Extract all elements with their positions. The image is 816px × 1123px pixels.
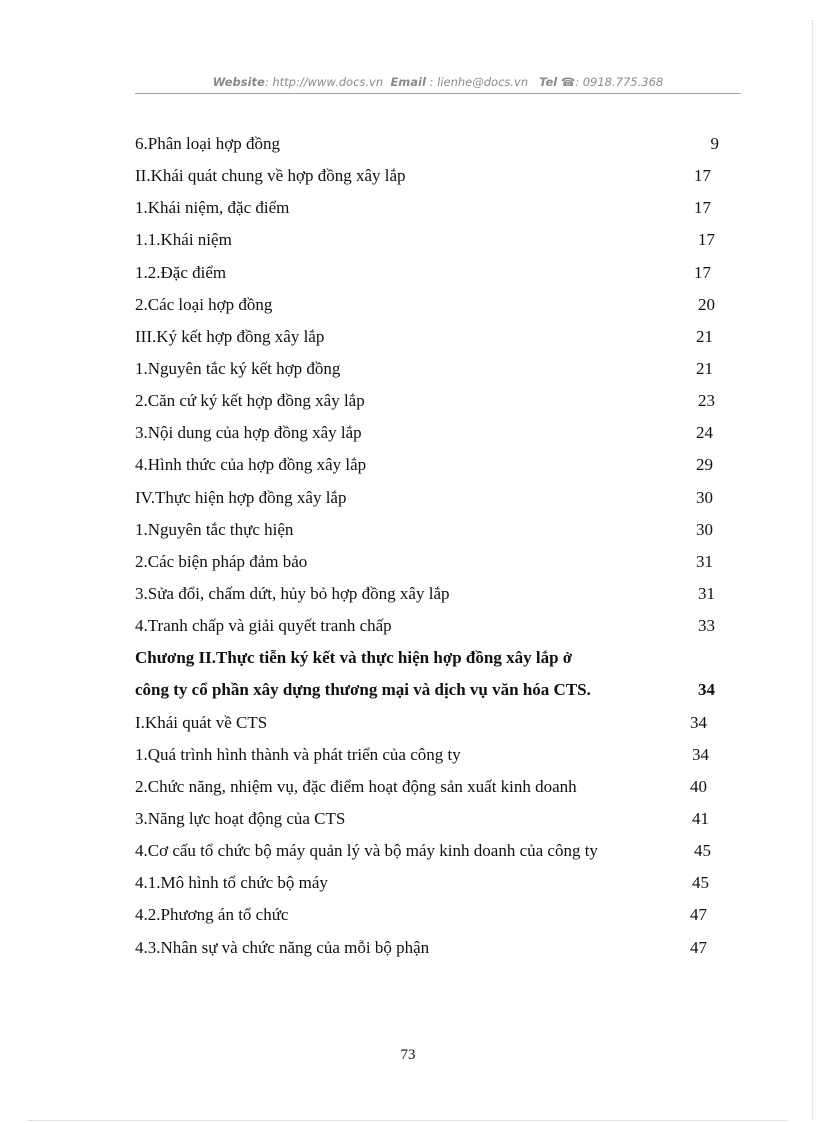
toc-entry: [135, 901, 735, 933]
toc-entry: [135, 516, 735, 548]
toc-entry-title: 1.Quá trình hình thành và phát triển của công ty: [135, 744, 461, 764]
header-divider: [135, 93, 741, 94]
toc-entry: [135, 773, 735, 805]
toc-entry: [135, 612, 735, 644]
toc-entry-title: III.Ký kết hợp đồng xây lắp: [135, 326, 325, 346]
toc-entry-title: 4.1.Mô hình tổ chức bộ máy: [135, 873, 328, 893]
toc-entry: [135, 387, 735, 419]
toc-entry: [135, 355, 735, 387]
toc-entry-page: 17: [698, 230, 715, 250]
toc-entry-page: 47: [690, 937, 707, 957]
toc-entry-page: 20: [698, 294, 715, 314]
toc-entry-title: 4.Tranh chấp và giải quyết tranh chấp: [135, 616, 392, 636]
toc-entry-title: 6.Phân loại hợp đồng: [135, 134, 280, 153]
toc-entry-page: 23: [698, 391, 715, 411]
toc-entry-title: 1.2.Đặc điểm: [135, 262, 227, 282]
toc-entry-page: 21: [696, 326, 713, 346]
page-number: 73: [400, 1047, 416, 1063]
toc-entry-page: 34: [692, 744, 709, 764]
page-bottom-border: [28, 1120, 788, 1121]
toc-entry-page: 47: [690, 905, 707, 925]
toc-entry-page: 9: [710, 134, 719, 153]
toc-entry-page: 40: [690, 776, 707, 796]
toc-entry-title: 1.Nguyên tắc ký kết hợp đồng: [135, 358, 341, 378]
toc-entry: [135, 837, 735, 869]
website-value: : http://www.docs.vn: [264, 75, 384, 89]
toc-entry: [135, 805, 735, 837]
toc-entry-title: I.Khái quát về CTS: [135, 712, 268, 732]
toc-entry-page: 34: [690, 712, 707, 732]
toc-entry: [135, 291, 735, 323]
toc-entry-page: 29: [696, 455, 713, 475]
toc-entry-title: 1.1.Khái niệm: [135, 230, 232, 250]
toc-entry-page: 17: [694, 198, 711, 218]
website-label: Website: [212, 75, 265, 89]
toc-entry: [135, 194, 735, 226]
toc-entry-page: 41: [692, 808, 709, 828]
toc-entry: [135, 323, 735, 355]
email-value: : lienhe@docs.vn: [425, 75, 529, 89]
toc-entry-title: Chương II.Thực tiễn ký kết và thực hiện hợp đồng xây lắp ở: [135, 648, 573, 668]
toc-entry-title: 4.3.Nhân sự và chức năng của mỗi bộ phận: [135, 937, 430, 957]
toc-entry-page: 31: [696, 551, 713, 571]
toc-entry-page: 30: [696, 519, 713, 539]
phone-icon: ☎: [560, 75, 576, 89]
toc-entry-page: 17: [694, 166, 711, 186]
toc-entry: [135, 130, 735, 162]
toc-entry-title: 4.Hình thức của hợp đồng xây lắp: [135, 455, 367, 475]
toc-entry-page: 24: [696, 423, 713, 443]
toc-entry-page: 34: [698, 680, 715, 700]
toc-entry-title: 4.Cơ cấu tổ chức bộ máy quản lý và bộ máy kinh doanh của công ty: [135, 841, 598, 861]
toc-entry-page: 45: [692, 873, 709, 893]
toc-entry: [135, 869, 735, 901]
toc-entry: [135, 644, 735, 676]
toc-entry-page: 45: [694, 841, 711, 861]
toc-entry-title: 4.2.Phương án tổ chức: [135, 905, 289, 925]
toc-entry-title: 2.Các loại hợp đồng: [135, 294, 273, 314]
toc-entry-page: 17: [694, 262, 711, 282]
toc-entry: [135, 419, 735, 451]
toc-entry-page: 30: [696, 487, 713, 507]
table-of-contents: [135, 130, 735, 966]
toc-entry: [135, 676, 735, 708]
toc-entry: [135, 226, 735, 258]
toc-entry-page: 33: [698, 616, 715, 636]
toc-entry: [135, 741, 735, 773]
toc-entry-title: 2.Chức năng, nhiệm vụ, đặc điểm hoạt động sản xuất kinh doanh: [135, 776, 577, 796]
page-right-border: [812, 20, 813, 1120]
toc-entry: [135, 259, 735, 291]
toc-entry-page: 21: [696, 358, 713, 378]
toc-entry-page: 31: [698, 583, 715, 603]
toc-entry: [135, 548, 735, 580]
email-label: Email: [390, 75, 426, 89]
toc-entry-title: IV.Thực hiện hợp đồng xây lắp: [135, 487, 347, 507]
toc-entry-title: 3.Nội dung của hợp đồng xây lắp: [135, 423, 362, 443]
toc-entry-title: 2.Căn cứ ký kết hợp đồng xây lắp: [135, 391, 365, 411]
toc-entry: [135, 709, 735, 741]
toc-entry: [135, 934, 735, 966]
toc-entry-title: 3.Năng lực hoạt động của CTS: [135, 808, 346, 828]
toc-entry-title: 1.Khái niệm, đặc điểm: [135, 198, 290, 218]
toc-entry-title: 3.Sửa đổi, chấm dứt, hủy bỏ hợp đồng xây lắp: [135, 583, 450, 603]
toc-entry: [135, 451, 735, 483]
toc-entry: [135, 162, 735, 194]
tel-label: Tel: [539, 75, 558, 89]
tel-value: : 0918.775.368: [575, 75, 664, 89]
toc-entry: [135, 484, 735, 516]
toc-entry: [135, 580, 735, 612]
toc-entry-title: 2.Các biện pháp đảm bảo: [135, 551, 308, 571]
toc-entry-title: công ty cổ phần xây dựng thương mại và dịch vụ văn hóa CTS.: [135, 680, 591, 700]
toc-entry-title: 1.Nguyên tắc thực hiện: [135, 519, 294, 539]
toc-entry-title: II.Khái quát chung về hợp đồng xây lắp: [135, 166, 406, 186]
